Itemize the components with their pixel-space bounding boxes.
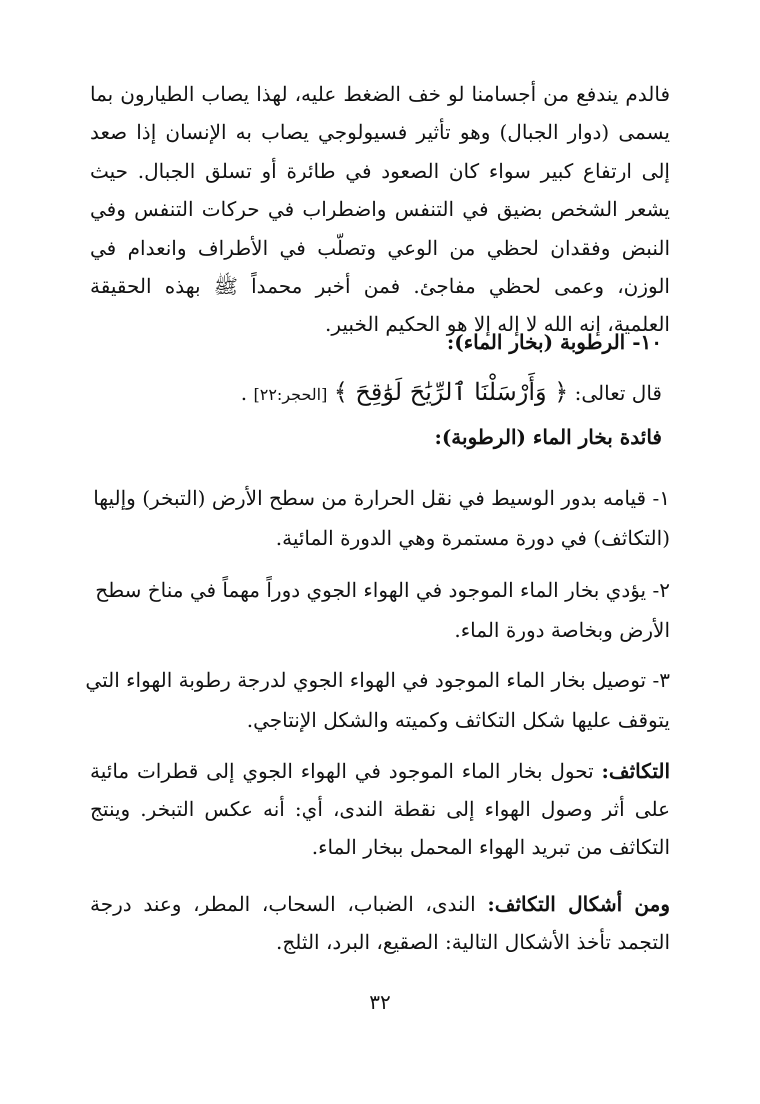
condensation-text: تحول بخار الماء الموجود في الهواء الجوي إلى قطرات مائية على أثر وصول الهواء إلى نقطة الندى، أي: أنه عكس التبخر. وينتج التكاثف من تبريد الهواء المحمل ببخار الماء. (90, 759, 670, 859)
forms-term: ومن أشكال التكاثف: (487, 892, 670, 916)
list-item-number: ٣- (652, 668, 670, 692)
condensation-paragraph (90, 752, 670, 866)
list-item (60, 660, 670, 740)
quote-lead: قال تعالى: (574, 381, 662, 405)
page-number: ٣٢ (369, 990, 391, 1014)
quote-reference: [الحجر:٢٢] (253, 385, 328, 404)
benefit-heading: فائدة بخار الماء (الرطوبة): (434, 425, 662, 449)
forms-paragraph (90, 885, 670, 961)
list-item-number: ٢- (652, 578, 670, 602)
list-item (60, 570, 670, 650)
list-item-text: يؤدي بخار الماء الموجود في الهواء الجوي دوراً مهماً في مناخ سطح الأرض وبخاصة دورة الماء. (95, 578, 670, 642)
list-item (60, 478, 670, 558)
list-item-text: قيامه بدور الوسيط في نقل الحرارة من سطح الأرض (التبخر) وإليها (التكاثف) في دورة مستمرة وهي الدورة المائية. (93, 486, 670, 550)
condensation-term: التكاثف: (601, 759, 671, 783)
forms-text: الندى، الضباب، السحاب، المطر، وعند درجة التجمد تأخذ الأشكال التالية: الصقيع، البرد، الثلج. (90, 892, 670, 954)
section-heading: ١٠- الرطوبة (بخار الماء): (446, 330, 662, 354)
list-item-number: ١- (652, 486, 670, 510)
quran-quote (241, 378, 662, 406)
intro-paragraph: فالدم يندفع من أجسامنا لو خف الضغط عليه، لهذا يصاب الطيارون بما يسمى (دوار الجبال) وهو تأثير فسيولوجي يصاب به الإنسان إذا صعد إلى ارتفاع كبير سواء كان الصعود في طائرة أو تسلق الجبال. حيث يشعر الشخص بضيق في التنفس واضطراب في حركات التنفس وفي النبض وفقدان لحظي من الوعي وتصلّب في الأطراف وانعدام في الوزن، وعمى لحظي مفاجئ. فمن أخبر محمداً ﷺ بهذه الحقيقة العلمية، إنه الله لا إله إلا هو الحكيم الخبير. (90, 82, 670, 337)
quote-verse: ﴿ وَأَرْسَلْنَا ٱلرِّيَٰحَ لَوَٰقِحَ ﴾ (333, 378, 569, 406)
list-item-text: توصيل بخار الماء الموجود في الهواء الجوي لدرجة رطوبة الهواء التي يتوقف عليها شكل التكاثف وكميته والشكل الإنتاجي. (85, 668, 670, 732)
quote-end: . (240, 381, 248, 405)
